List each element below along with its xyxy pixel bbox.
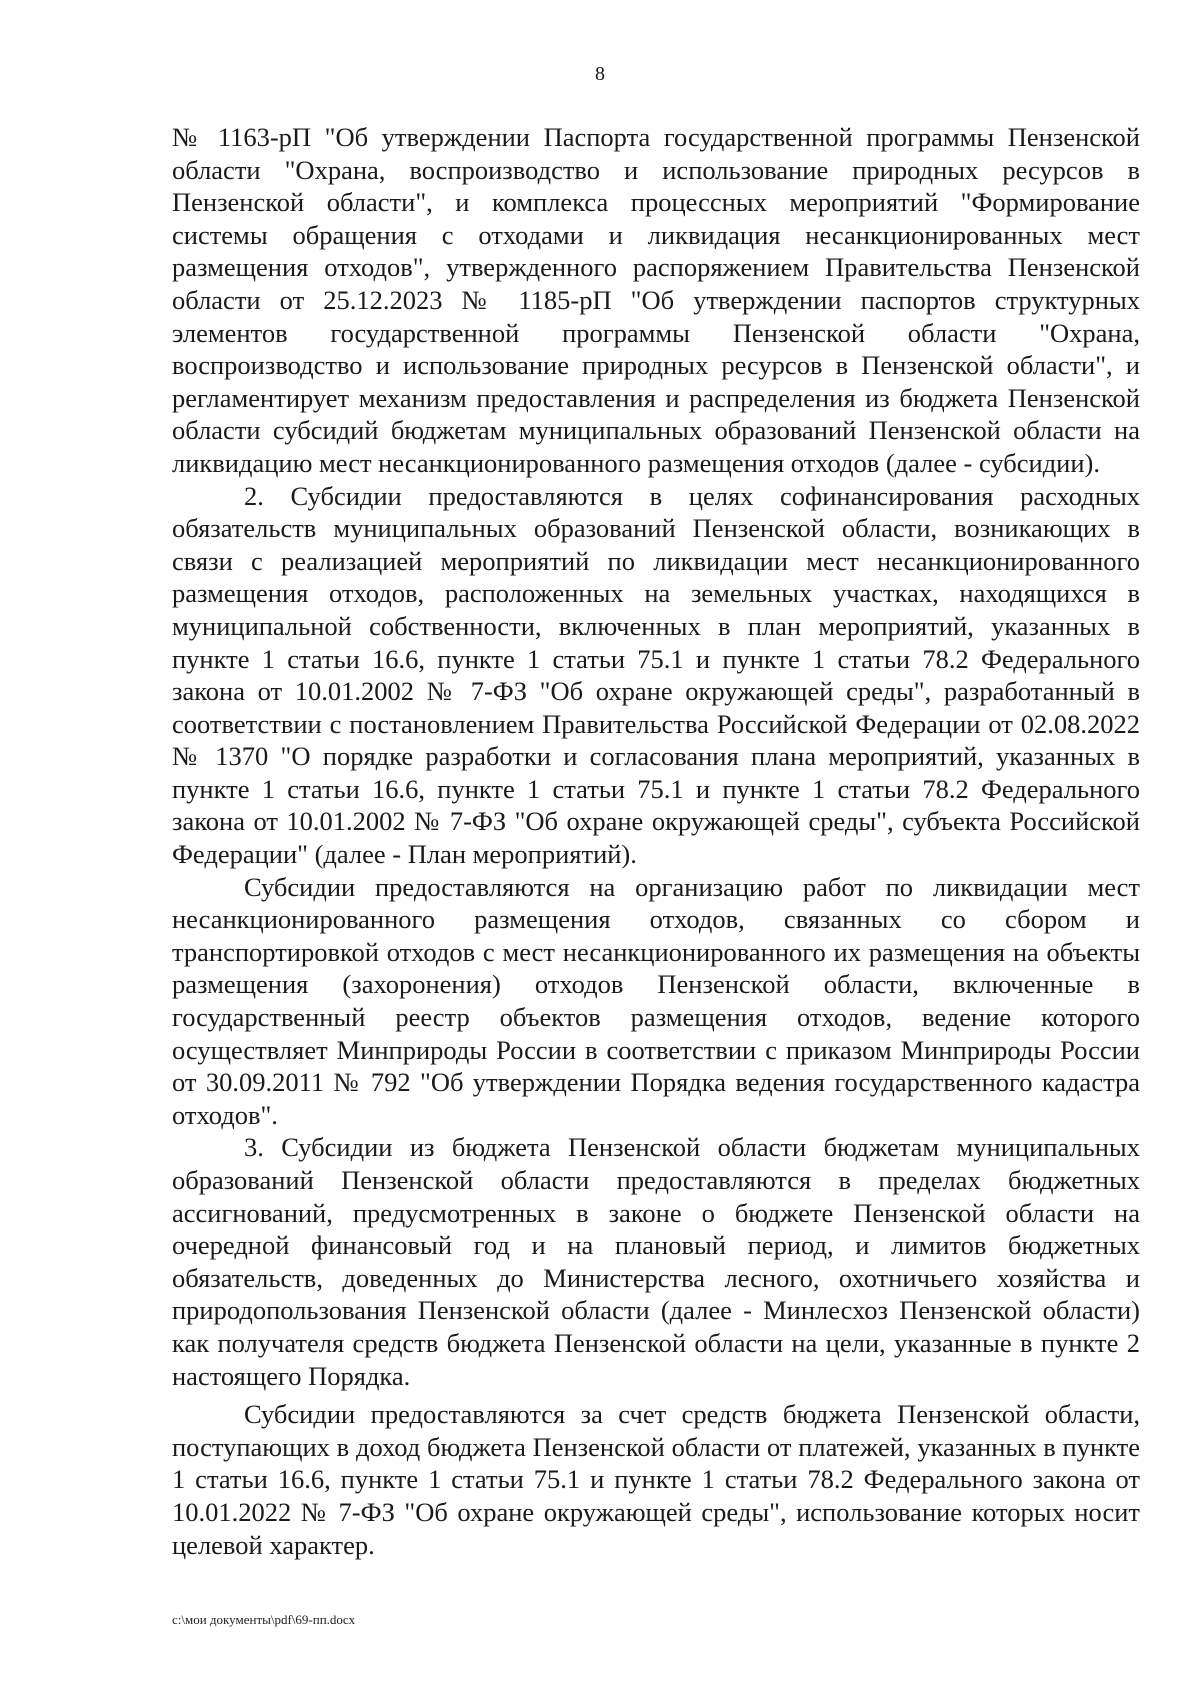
paragraph-item-2: 2. Субсидии предоставляются в целях софинансирования расходных обязательств муниципальных образований Пензенской области, возникающих в связи с реализацией мероприятий по ликвидации мест несанкционированного размещения отходов, расположенных на земельных участках, находящихся в муниципальной собственности, включенных в план мероприятий, указанных в пункте 1 статьи 16.6, пункте 1 статьи 75.1 и пункте 1 статьи 78.2 Федерального закона от 10.01.2002 № 7-ФЗ "Об охране окружающей среды", разработанный в соответствии с постановлением Правительства Российской Федерации от 02.08.2022 № 1370 "О порядке разработки и согласования плана мероприятий, указанных в пункте 1 статьи 16.6, пункте 1 статьи 75.1 и пункте 1 статьи 78.2 Федерального закона от 10.01.2002 № 7-ФЗ "Об охране окружающей среды", субъекта Российской Федерации" (далее - План мероприятий). xyxy=(172,480,1140,870)
document-body xyxy=(172,121,1140,1561)
page-number: 8 xyxy=(595,63,605,85)
paragraph-continuation: № 1163-рП "Об утверждении Паспорта государственной программы Пензенской области "Охрана, воспроизводство и использование природных ресурсов в Пензенской области", и комплекса процессных мероприятий "Формирование системы обращения с отходами и ликвидация несанкционированных мест размещения отходов", утвержденного распоряжением Правительства Пензенской области от 25.12.2023 № 1185-рП "Об утверждении паспортов структурных элементов государственной программы Пензенской области "Охрана, воспроизводство и использование природных ресурсов в Пензенской области", и регламентирует механизм предоставления и распределения из бюджета Пензенской области субсидий бюджетам муниципальных образований Пензенской области на ликвидацию мест несанкционированного размещения отходов (далее - субсидии). xyxy=(172,122,1140,478)
paragraph-subsidy-purpose: Субсидии предоставляются на организацию работ по ликвидации мест несанкционированного размещения отходов, связанных со сбором и транспортировкой отходов с мест несанкционированного их размещения на объекты размещения (захоронения) отходов Пензенской области, включенные в государственный реестр объектов размещения отходов, ведение которого осуществляет Минприроды России в соответствии с приказом Минприроды России от 30.09.2011 № 792 "Об утверждении Порядка ведения государственного кадастра отходов". xyxy=(172,871,1140,1130)
paragraph-item-3: 3. Субсидии из бюджета Пензенской области бюджетам муниципальных образований Пензенской области предоставляются в пределах бюджетных ассигнований, предусмотренных в законе о бюджете Пензенской области на очередной финансовый год и на плановый период, и лимитов бюджетных обязательств, доведенных до Министерства лесного, охотничьего хозяйства и природопользования Пензенской области (далее - Минлесхоз Пензенской области) как получателя средств бюджета Пензенской области на цели, указанные в пункте 2 настоящего Порядка. xyxy=(172,1132,1140,1391)
footer-file-path: c:\мои документы\pdf\69-пп.docx xyxy=(172,1612,356,1627)
paragraph-subsidy-source: Субсидии предоставляются за счет средств бюджета Пензенской области, поступающих в доход бюджета Пензенской области от платежей, указанных в пункте 1 статьи 16.6, пункте 1 статьи 75.1 и пункте 1 статьи 78.2 Федерального закона от 10.01.2022 № 7-ФЗ "Об охране окружающей среды", использование которых носит целевой характер. xyxy=(172,1399,1140,1560)
